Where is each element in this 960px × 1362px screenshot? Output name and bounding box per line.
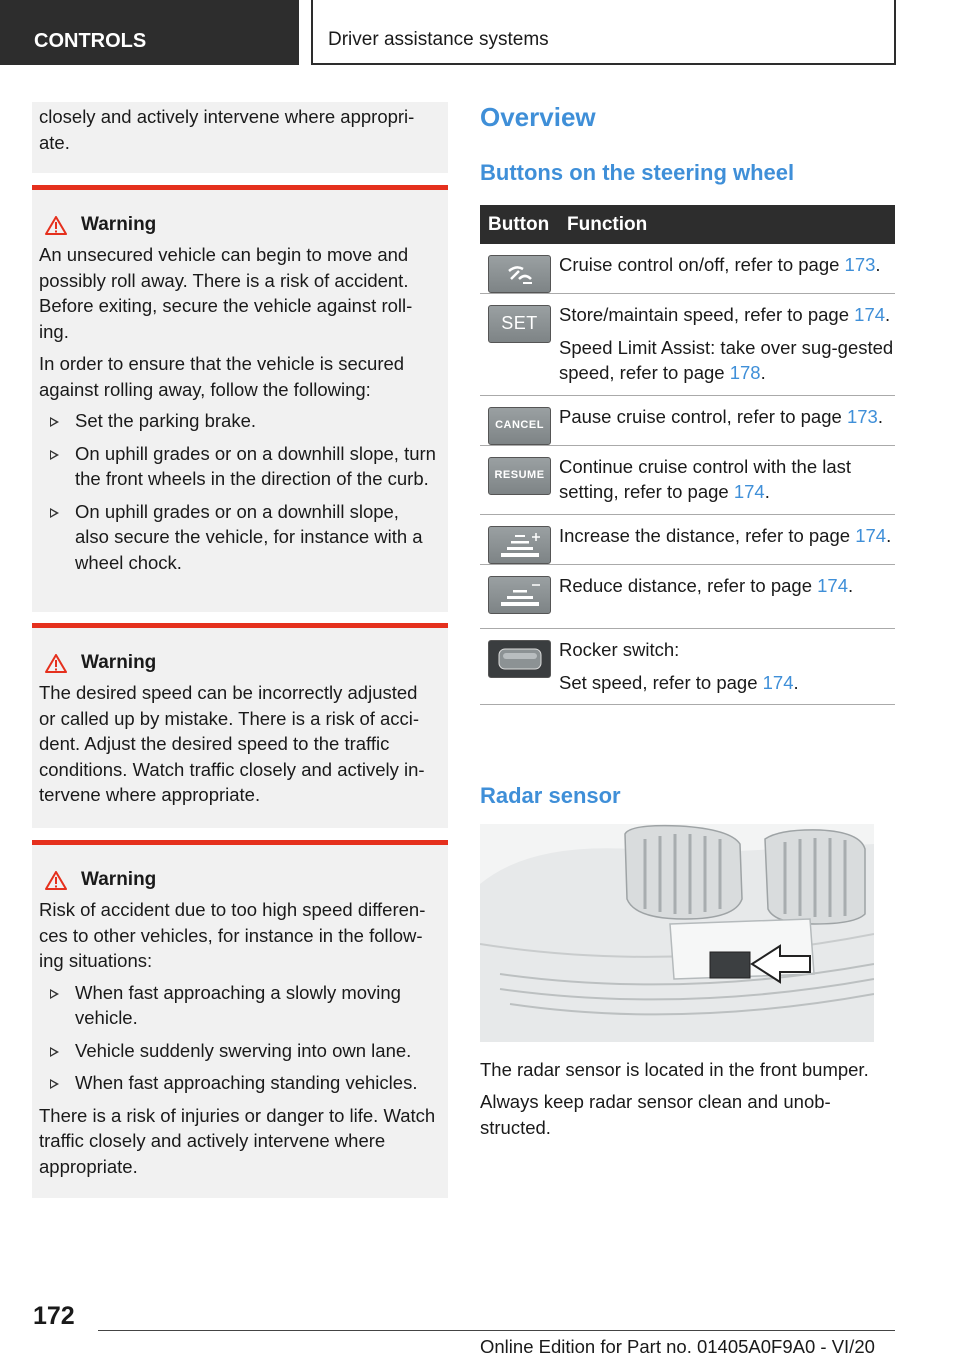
page-link[interactable]: 174 bbox=[855, 524, 887, 546]
overview-heading: Overview bbox=[480, 102, 596, 132]
set-icon: SET bbox=[488, 305, 551, 343]
page-link[interactable]: 174 bbox=[817, 574, 849, 596]
list-item-text: When fast approaching standing vehicles. bbox=[75, 1072, 418, 1093]
bullet-triangle-icon bbox=[50, 417, 59, 427]
warning-icon bbox=[45, 654, 67, 673]
intro-text: closely and actively intervene where appropri-ate. bbox=[39, 106, 415, 153]
distance-decrease-icon bbox=[488, 576, 551, 614]
list-item bbox=[39, 980, 438, 1031]
warning-text: There is a risk of injuries or danger to life. Watch traffic closely and actively intervene where appropriate. bbox=[39, 1104, 436, 1177]
list-item bbox=[39, 499, 438, 576]
section-title: CONTROLS bbox=[34, 30, 147, 52]
function-text: Reduce distance, refer to page 174. bbox=[559, 574, 854, 596]
warning-title-text: Warning bbox=[81, 869, 157, 890]
function-text: Set speed, refer to page 174. bbox=[559, 671, 799, 693]
warning-box-1 bbox=[32, 185, 448, 612]
chapter-header bbox=[311, 0, 896, 65]
page-link[interactable]: 174 bbox=[854, 304, 886, 325]
function-text: Continue cruise control with the last setting, refer to page 174. bbox=[559, 455, 852, 502]
function-text: Pause cruise control, refer to page 173. bbox=[559, 405, 883, 427]
warning-title-text: Warning bbox=[81, 214, 157, 235]
page-number: 172 bbox=[33, 1302, 75, 1330]
list-item-text: Vehicle suddenly swerving into own lane. bbox=[75, 1039, 412, 1061]
table-row bbox=[480, 564, 895, 629]
function-text: Cruise control on/off, refer to page 173. bbox=[559, 254, 881, 275]
distance-increase-icon bbox=[488, 526, 551, 564]
warning-text: In order to ensure that the vehicle is secured against rolling away, follow the following: bbox=[39, 353, 405, 400]
bullet-triangle-icon bbox=[50, 1079, 59, 1089]
bullet-triangle-icon bbox=[50, 508, 59, 518]
list-item-text: On uphill grades or on a downhill slope, turn the front wheels in the direction of the curb. bbox=[75, 442, 436, 489]
buttons-table bbox=[480, 205, 895, 705]
list-item bbox=[39, 408, 438, 434]
page-link[interactable]: 173 bbox=[844, 254, 876, 275]
warning-title-text: Warning bbox=[81, 652, 157, 673]
table-header-row bbox=[480, 205, 895, 244]
table-row bbox=[480, 629, 895, 705]
list-item bbox=[39, 441, 438, 492]
warning-icon bbox=[45, 871, 67, 890]
table-row bbox=[480, 514, 895, 564]
list-item bbox=[39, 1070, 438, 1096]
cruise-control-icon bbox=[488, 255, 551, 293]
radar-care-text: Always keep radar sensor clean and unob-structed. bbox=[480, 1091, 831, 1138]
table-row bbox=[480, 395, 895, 445]
function-text: Speed Limit Assist: take over sug-gested speed, refer to page 178. bbox=[559, 336, 894, 383]
warning-text: Risk of accident due to too high speed differen-ces to other vehicles, for instance in the follow-ing situations: bbox=[39, 899, 426, 971]
page-link[interactable]: 178 bbox=[729, 362, 761, 383]
page-link[interactable]: 173 bbox=[846, 405, 878, 427]
buttons-heading: Buttons on the steering wheel bbox=[480, 160, 795, 185]
bullet-list bbox=[39, 408, 438, 575]
page-link[interactable]: 174 bbox=[762, 671, 794, 693]
chapter-title: Driver assistance systems bbox=[328, 29, 549, 50]
bullet-triangle-icon bbox=[50, 1047, 59, 1057]
column-header-function: Function bbox=[559, 205, 895, 244]
column-header-button: Button bbox=[480, 205, 559, 244]
rocker-switch-icon bbox=[488, 640, 551, 678]
list-item-text: On uphill grades or on a downhill slope, also secure the vehicle, for instance with a wheel chock. bbox=[75, 500, 423, 573]
resume-icon: RESUME bbox=[488, 457, 551, 495]
warning-title bbox=[45, 214, 438, 236]
warning-box-3 bbox=[32, 840, 448, 1198]
list-item-text: Set the parking brake. bbox=[75, 410, 256, 431]
warning-text: An unsecured vehicle can begin to move and possibly roll away. There is a risk of accident. Before exiting, secure the vehicle against roll-ing. bbox=[39, 244, 413, 342]
list-item-text: When fast approaching a slowly moving vehicle. bbox=[75, 981, 401, 1028]
function-text: Rocker switch: bbox=[559, 639, 680, 660]
bullet-list bbox=[39, 980, 438, 1096]
bullet-triangle-icon bbox=[50, 989, 59, 999]
warning-title bbox=[45, 652, 438, 674]
edition-footer: Online Edition for Part no. 01405A0F9A0 - VI/20 bbox=[480, 1336, 875, 1357]
list-item bbox=[39, 1038, 438, 1064]
table-row bbox=[480, 294, 895, 396]
radar-heading: Radar sensor bbox=[480, 783, 621, 808]
warning-box-2 bbox=[32, 623, 448, 828]
warning-title bbox=[45, 869, 438, 891]
page-link[interactable]: 174 bbox=[733, 481, 765, 502]
table-row bbox=[480, 244, 895, 294]
function-text: Store/maintain speed, refer to page 174. bbox=[559, 304, 891, 325]
footer-divider bbox=[98, 1330, 895, 1331]
intro-box bbox=[32, 102, 448, 173]
cancel-icon: CANCEL bbox=[488, 407, 551, 445]
section-tab bbox=[0, 0, 299, 65]
function-text: Increase the distance, refer to page 174. bbox=[559, 524, 892, 546]
radar-sensor-image bbox=[480, 824, 874, 1042]
table-row bbox=[480, 445, 895, 514]
radar-location-text: The radar sensor is located in the front bumper. bbox=[480, 1059, 869, 1080]
warning-icon bbox=[45, 216, 67, 235]
bullet-triangle-icon bbox=[50, 450, 59, 460]
warning-text: The desired speed can be incorrectly adjusted or called up by mistake. There is a risk of acci-dent. Adjust the desired speed to the traffic conditions. Watch traffic closely and actively in-tervene where appropriate. bbox=[39, 682, 425, 805]
